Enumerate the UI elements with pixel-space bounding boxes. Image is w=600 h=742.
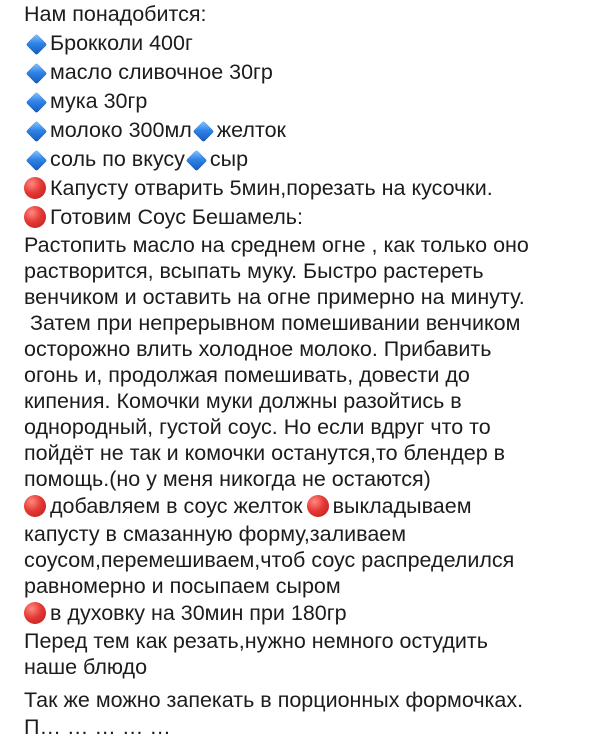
red-circle-icon: [24, 602, 46, 624]
cooling-note: Перед тем как резать,нужно немного остудить наше блюдо: [24, 629, 488, 679]
bechamel-paragraph: Растопить масло на среднем огне , как только оно растворится, всыпать муку. Быстро растереть венчиком и оставить на огне примерно на минуту. Затем при непрерывном помешивании венчиком осторожно влить холодное молоко. Прибавить огонь и, продолжая помешивать, довести до кипения. Комочки муки должны разойтись в однородный, густой соус. Но если вдруг что то пойдёт не так и комочки останутся,то блендер в помощь.(но у меня никогда не остаются): [24, 233, 529, 491]
blue-diamond-icon: [26, 121, 47, 142]
blue-diamond-icon: [26, 150, 47, 171]
blue-diamond-icon: [26, 92, 47, 113]
step-boil: Капусту отварить 5мин,порезать на кусочки.: [24, 174, 596, 203]
ingredient-butter: масло сливочное 30гр: [50, 60, 273, 84]
red-circle-icon: [24, 177, 46, 199]
step-layout-paragraph: капусту в смазанную форму,заливаем соусом,перемешиваем,чтоб соус распределился равномерно и посыпаем сыром: [24, 522, 515, 598]
cut-off-line: П… … … … …: [24, 715, 171, 739]
ingredient-line-milk-yolk: [24, 116, 596, 145]
ingredient-milk: молоко 300мл: [50, 118, 192, 142]
ingredient-flour: мука 30гр: [50, 89, 148, 113]
ingredient-broccoli: Брокколи 400г: [50, 31, 193, 55]
ingredient-line-broccoli: [24, 29, 596, 58]
ingredient-line-salt-cheese: [24, 145, 596, 174]
portion-tip: Так же можно запекать в порционных формочках.: [24, 688, 524, 712]
ingredient-cheese: сыр: [209, 147, 249, 171]
step-oven: в духовку на 30мин при 180гр: [24, 599, 596, 628]
step-sauce: Готовим Соус Бешамель:: [24, 203, 596, 232]
blue-diamond-icon: [186, 150, 207, 171]
ingredients-header: Нам понадобится:: [24, 2, 207, 26]
ingredient-salt: соль по вкусу: [50, 147, 185, 171]
red-circle-icon: [24, 495, 46, 517]
ingredient-line-flour: [24, 87, 596, 116]
blue-diamond-icon: [193, 121, 214, 142]
step-yolk: добавляем в соус желток выкладываем: [24, 492, 596, 521]
blue-diamond-icon: [26, 34, 47, 55]
ingredient-line-butter: [24, 58, 596, 87]
red-circle-icon: [24, 206, 46, 228]
ingredient-yolk: желток: [216, 118, 286, 142]
recipe-text: [24, 0, 596, 742]
red-circle-icon: [307, 495, 329, 517]
blue-diamond-icon: [26, 63, 47, 84]
